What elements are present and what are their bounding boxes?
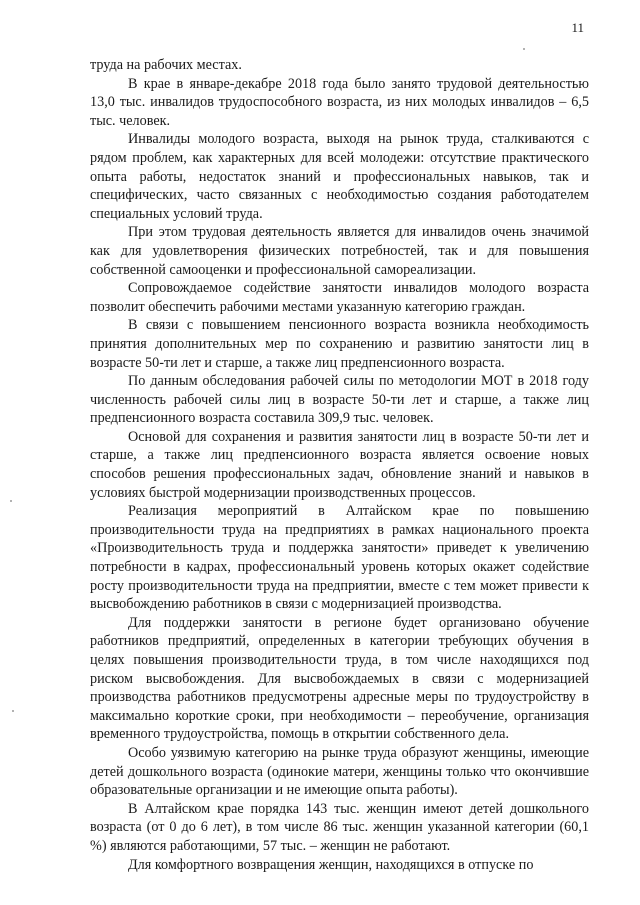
paragraph-labor-significance: При этом трудовая деятельность является для инвалидов очень значимой как для удовлетворения физических потребностей, так и для повышения собственной самооценки и профессиональной самореализации. xyxy=(90,224,589,278)
paragraph-skills-renewal: Основой для сохранения и развития занятости лиц в возрасте 50-ти лет и старше, а также лиц предпенсионного возраста является освоение новых способов решения профессиональных задач, обновление знаний и навыков в условиях быстрой модернизации производственных процессов. xyxy=(90,428,589,501)
paragraph-pension-age: В связи с повышением пенсионного возраста возникла необходимость принятия дополнительных мер по сохранению и развитию занятости лиц в возрасте 50-ти лет и старше, а также лиц предпенсионного возраста. xyxy=(90,317,589,371)
document-body xyxy=(90,56,589,874)
page-number: 11 xyxy=(571,20,584,35)
paragraph-ilo-survey: По данным обследования рабочей силы по методологии МОТ в 2018 году численность рабочей силы лиц в возрасте 50-ти лет и старше, а также лиц предпенсионного возраста составила 309,9 тыс. человек. xyxy=(90,373,589,427)
paragraph-productivity-project: Реализация мероприятий в Алтайском крае по повышению производительности труда на предприятиях в рамках национального проекта «Производительность труда и поддержка занятости» приведет к увеличению потребности в кадрах, профессиональный уровень которых окажет содействие росту производительности труда на предприятии, вместе с тем может привести к высвобождению работников в связи с модернизацией производства. xyxy=(90,503,589,613)
paragraph-supported-employment: Сопровождаемое содействие занятости инвалидов молодого возраста позволит обеспечить рабочими местами указанную категорию граждан. xyxy=(90,280,589,315)
paragraph-continuation: труда на рабочих местах. xyxy=(90,57,242,73)
scan-mark xyxy=(10,500,12,502)
paragraph-women-vulnerable: Особо уязвимую категорию на рынке труда образуют женщины, имеющие детей дошкольного возраста (одинокие матери, женщины только что окончившие образовательные организации и не имеющие опыта работы). xyxy=(90,744,589,799)
paragraph-women-statistics: В Алтайском крае порядка 143 тыс. женщин имеют детей дошкольного возраста (от 0 до 6 лет), в том числе 86 тыс. женщин указанной категории (60,1 %) являются работающими, 57 тыс. – женщин не работают. xyxy=(90,800,589,854)
scan-mark xyxy=(12,710,14,712)
paragraph-disabled-employment: В крае в январе-декабре 2018 года было занято трудовой деятельностью 13,0 тыс. инвалидов трудоспособного возраста, из них молодых инвалидов – 6,5 тыс. человек. xyxy=(90,75,589,129)
scan-mark xyxy=(523,48,525,50)
paragraph-young-disabled-problems: Инвалиды молодого возраста, выходя на рынок труда, сталкиваются с рядом проблем, как характерных для всей молодежи: отсутствие практического опыта работы, недостаток знаний и профессиональных навыков, так и специфических, часто связанных с необходимостью создания работодателем специальных условий труда. xyxy=(90,131,589,222)
paragraph-maternity-leave: Для комфортного возвращения женщин, находящихся в отпуске по xyxy=(128,856,534,873)
paragraph-training-support: Для поддержки занятости в регионе будет организовано обучение работников предприятий, определенных в категории требующих обучения в целях повышения производительности труда, в том числе находящихся под риском высвобождения. Для высвобождаемых в связи с модернизацией производства работников предусмотрены адресные меры по трудоустройству в максимально короткие сроки, при необходимости – переобучение, организация временного трудоустройства, помощь в открытии собственного дела. xyxy=(90,614,589,743)
